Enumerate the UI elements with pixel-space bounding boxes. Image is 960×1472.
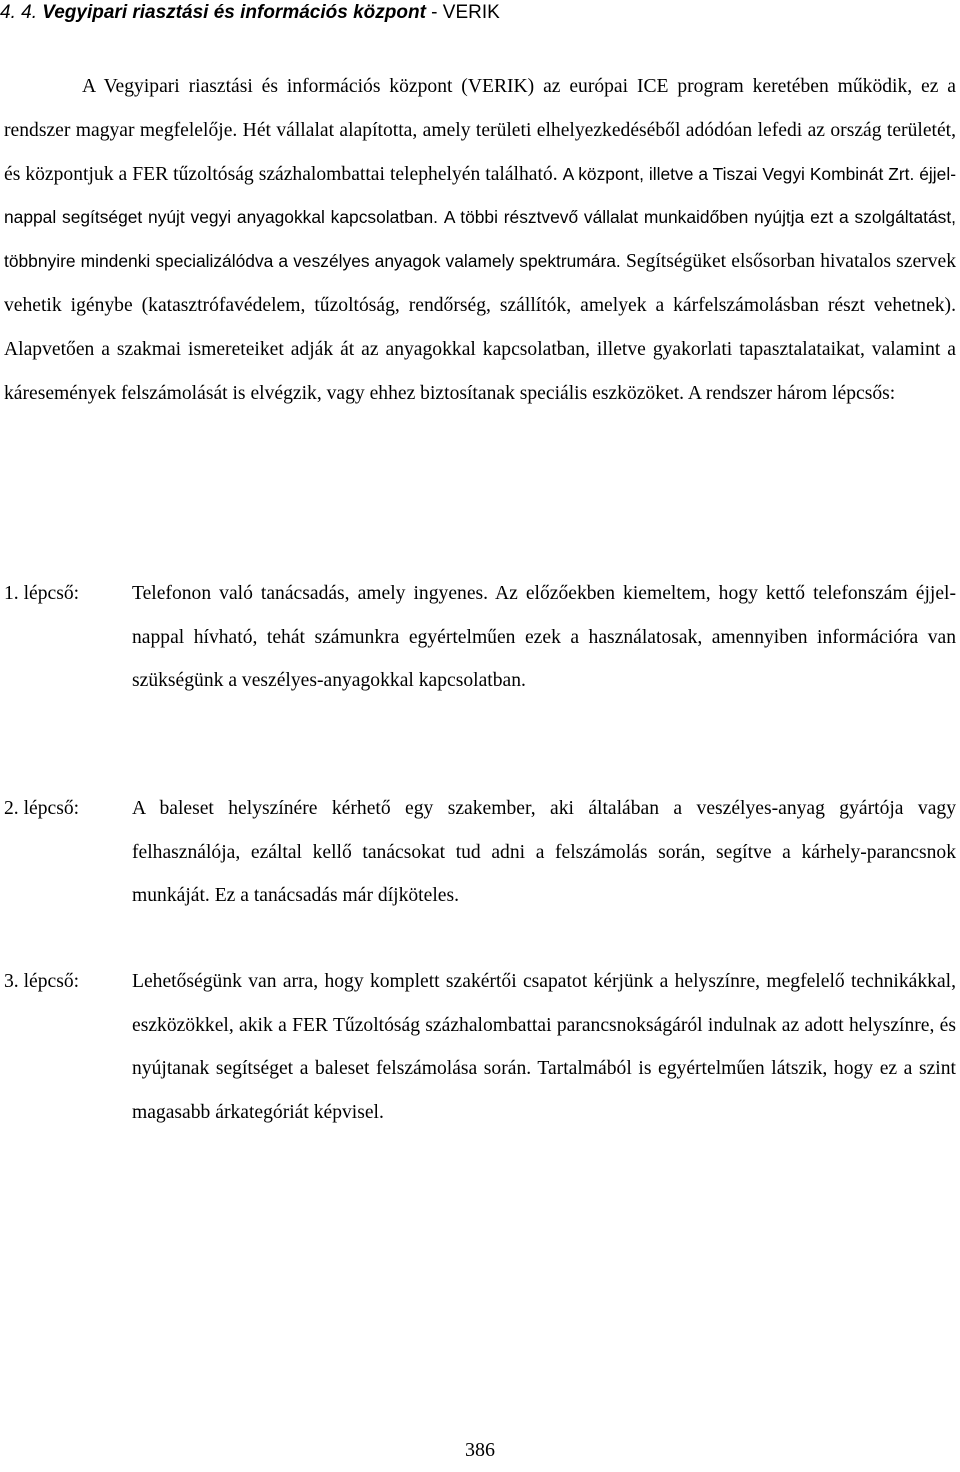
step-label: 1. lépcső: [4, 583, 80, 604]
step-text: A baleset helyszínére kérhető egy szakember, aki általában a veszélyes-anyag gyártója vagy felhasználója, ezáltal kellő tanácsokat tud adni a felszámolás során, segítve a kárhely-parancsnok munkáját. Ez a tanácsadás már díjköteles. [132, 798, 956, 907]
step-item-1 [4, 572, 956, 703]
page-number: 386 [465, 1439, 495, 1461]
step-label: 2. lépcső: [4, 798, 80, 819]
step-item-2 [4, 787, 956, 918]
section-heading [0, 0, 500, 26]
step-label: 3. lépcső: [4, 971, 80, 992]
intro-text-4: Segítségüket elsősorban hivatalos szervek vehetik igénybe (katasztrófavédelem, tűzoltóság, rendőrség, szállítók, amelyek a kárfelszámolásban részt vehetnek). Alapvetően a szakmai ismereteiket adják át az anyagokkal kapcsolatban, illetve gyakorlati tapasztalataikat, valamint a káresemények felszámolását is elvégzik, vagy ehhez biztosítanak speciális eszközöket. A rendszer három lépcsős: [4, 251, 957, 404]
section-title: Vegyipari riasztási és információs központ [42, 2, 426, 23]
intro-text-2: A központ, illetve a Tiszai Vegyi Kombinát Zrt. éjjel-nappal segítséget nyújt vegyi anyagokkal kapcsolatban. [4, 163, 956, 228]
section-number: 4. 4. [0, 2, 37, 23]
intro-paragraph [4, 65, 956, 415]
intro-text-3: A többi résztvevő vállalat munkaidőben nyújtja ezt a szolgáltatást, többnyire mindenki specializálódva a veszélyes anyagok valamely spektrumára. [4, 207, 956, 272]
section-abbreviation: VERIK [442, 2, 500, 23]
heading-separator: - [425, 2, 443, 23]
step-text: Lehetőségünk van arra, hogy komplett szakértői csapatot kérjünk a helyszínre, megfelelő technikákkal, eszközökkel, akik a FER Tűzoltóság százhalombattai parancsnokságáról indulnak az adott helyszínre, és nyújtanak segítséget a baleset felszámolása során. Tartalmából is egyértelműen látszik, hogy ez a szint magasabb árkategóriát képvisel. [132, 971, 956, 1123]
step-text: Telefonon való tanácsadás, amely ingyenes. Az előzőekben kiemeltem, hogy kettő telefonszám éjjel-nappal hívható, tehát számunkra egyértelműen ezek a használatosak, amennyiben információra van szükségünk a veszélyes-anyagokkal kapcsolatban. [132, 583, 956, 692]
step-item-3 [4, 960, 956, 1134]
intro-text-1: A Vegyipari riasztási és információs központ (VERIK) az európai ICE program keretében működik, ez a rendszer magyar megfelelője. Hét vállalat alapította, amely területi elhelyezkedéséből adódóan lefedi az ország területét, és központjuk a FER tűzoltóság százhalombattai telephelyén található. [4, 76, 956, 185]
